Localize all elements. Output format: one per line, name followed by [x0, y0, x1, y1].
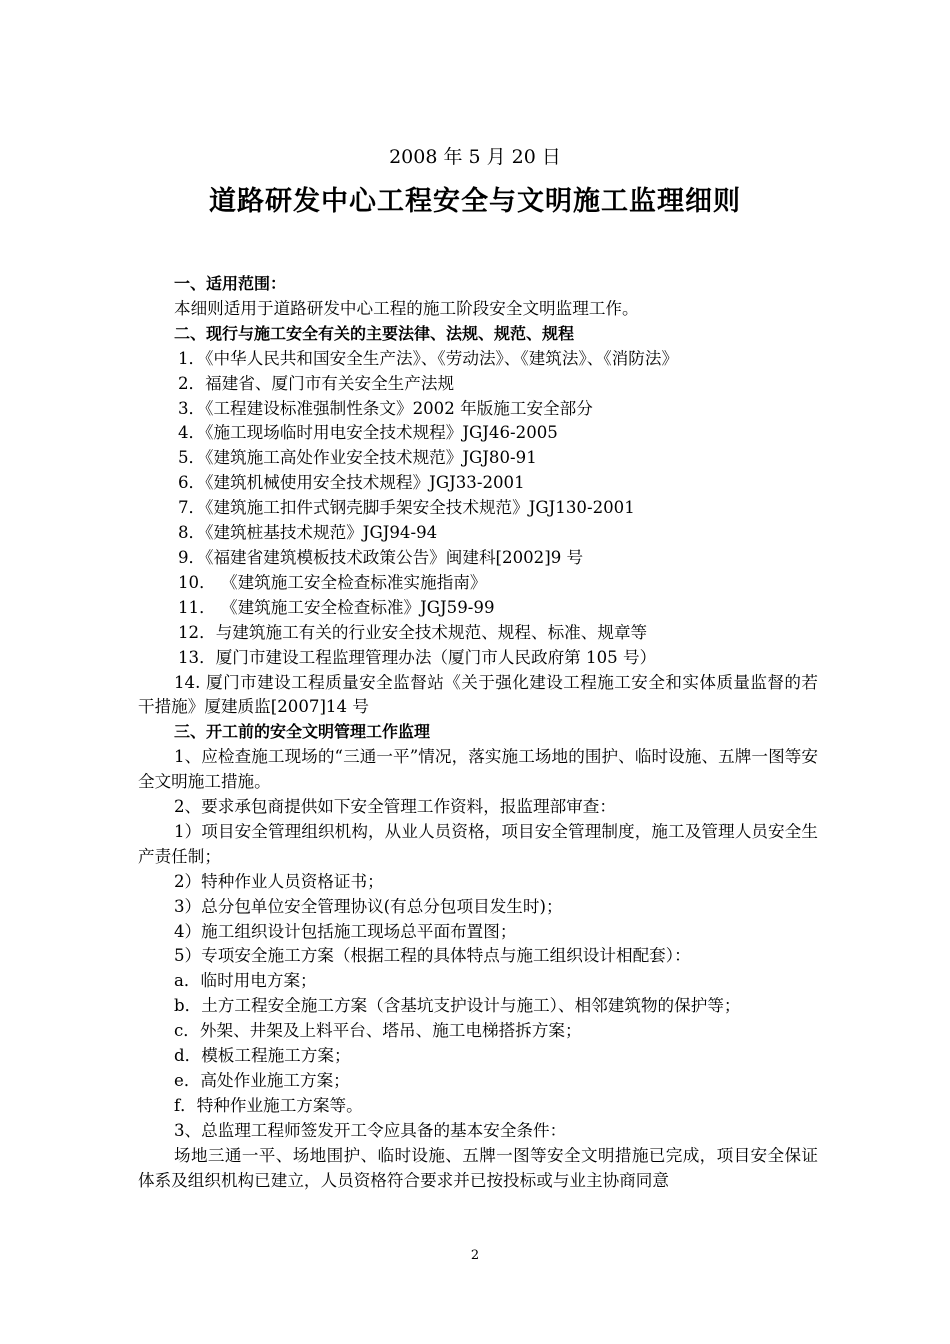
section3-paragraph: 3）总分包单位安全管理协议(有总分包项目发生时)；	[174, 896, 563, 916]
law-item: 8．《建筑桩基技术规范》JGJ94-94	[178, 523, 438, 543]
section3-heading: 三、开工前的安全文明管理工作监理	[174, 722, 431, 742]
law-item: 5．《建筑施工高处作业安全技术规范》JGJ80-91	[178, 448, 537, 468]
law-item-14: 14. 厦门市建设工程质量安全监督站《关于强化建设工程施工安全和实体质量监督的若干措施》厦建质监[2007]14 号	[138, 672, 818, 717]
section2-heading: 二、现行与施工安全有关的主要法律、法规、规范、规程	[174, 323, 575, 343]
law-item: 12．与建筑施工有关的行业安全技术规范、规程、标准、规章等	[178, 622, 648, 642]
law-item: 2．福建省、厦门市有关安全生产法规	[178, 373, 455, 393]
law-item: 7．《建筑施工扣件式钢壳脚手架安全技术规范》JGJ130-2001	[178, 498, 635, 518]
law-item: 9．《福建省建筑模板技术政策公告》闽建科[2002]9 号	[178, 547, 584, 567]
law-item: 10． 《建筑施工安全检查标准实施指南》	[178, 572, 487, 592]
section3-paragraph: 4）施工组织设计包括施工现场总平面布置图；	[174, 921, 517, 941]
law-item: 3．《工程建设标准强制性条文》2002 年版施工安全部分	[178, 398, 593, 418]
law-item: 1．《中华人民共和国安全生产法》、《劳动法》、《建筑法》、《消防法》	[178, 348, 679, 368]
section3-paragraph: 场地三通一平、场地围护、临时设施、五牌一图等安全文明措施已完成，项目安全保证体系及组织机构已建立，人员资格符合要求并已按投标或与业主协商同意	[138, 1145, 818, 1190]
law-item: 11． 《建筑施工安全检查标准》JGJ59-99	[178, 597, 495, 617]
section3-paragraph: c．外架、井架及上料平台、塔吊、施工电梯搭拆方案；	[174, 1021, 582, 1041]
law-item: 4．《施工现场临时用电安全技术规程》JGJ46-2005	[178, 423, 558, 443]
document-title: 道路研发中心工程安全与文明施工监理细则	[209, 186, 741, 217]
document-date: 2008 年 5 月 20 日	[389, 146, 561, 168]
section3-paragraph: 3、总监理工程师签发开工令应具备的基本安全条件：	[174, 1120, 567, 1140]
section1-text: 本细则适用于道路研发中心工程的施工阶段安全文明监理工作。	[174, 298, 639, 318]
document-body	[138, 272, 818, 1194]
law-item: 13．厦门市建设工程监理管理办法（厦门市人民政府第 105 号）	[178, 647, 657, 667]
section3-paragraph: 1、应检查施工现场的“三通一平”情况，落实施工场地的围护、临时设施、五牌一图等安全文明施工措施。	[138, 747, 818, 792]
section3-paragraph: a．临时用电方案；	[174, 971, 317, 991]
section3-paragraph: 1）项目安全管理组织机构，从业人员资格，项目安全管理制度，施工及管理人员安全生产责任制；	[138, 821, 818, 866]
page-number: 2	[470, 1248, 480, 1263]
section3-paragraph: b．土方工程安全施工方案（含基坑支护设计与施工）、相邻建筑物的保护等；	[174, 996, 741, 1016]
section3-paragraph: d．模板工程施工方案；	[174, 1046, 351, 1066]
section3-paragraph: f．特种作业施工方案等。	[174, 1095, 363, 1115]
law-item: 6．《建筑机械使用安全技术规程》JGJ33-2001	[178, 473, 525, 493]
section3-paragraph: 2、要求承包商提供如下安全管理工作资料，报监理部审查：	[174, 797, 616, 817]
section1-heading: 一、适用范围：	[174, 274, 287, 293]
section3-paragraph: 2）特种作业人员资格证书；	[174, 871, 384, 891]
section3-paragraph: 5）专项安全施工方案（根据工程的具体特点与施工组织设计相配套）：	[174, 946, 691, 966]
section3-paragraph: e．高处作业施工方案；	[174, 1071, 350, 1090]
